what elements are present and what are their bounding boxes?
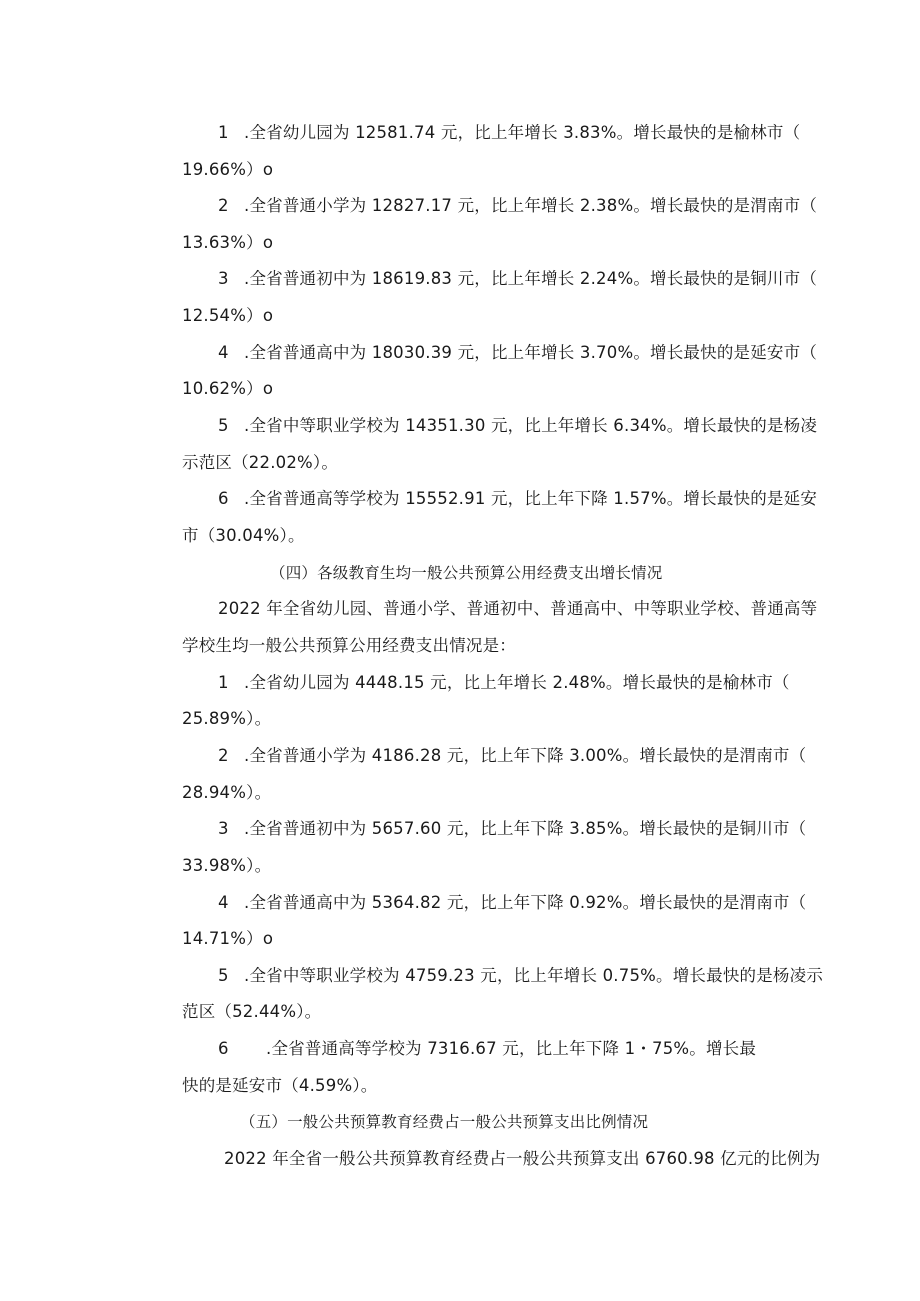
sec3-item-1-cont: 19.66%）o: [182, 160, 274, 179]
item-number: 2: [218, 746, 229, 765]
sec3-item-4: [218, 341, 817, 365]
item-number: 5: [218, 966, 229, 985]
sec4-item-6: [218, 1037, 756, 1061]
item-text: .全省普通高等学校为 7316.67 元，比上年下降 1・75%。增长最: [266, 1039, 757, 1058]
item-number: 2: [218, 196, 229, 215]
sec4-item-1-cont: 25.89%）。: [182, 709, 272, 728]
item-number: 4: [218, 893, 229, 912]
sec4-item-1: [218, 671, 790, 695]
item-text: .全省普通高等学校为 15552.91 元，比上年下降 1.57%。增长最快的是延安: [244, 489, 818, 508]
sec3-item-3-cont: 12.54%）o: [182, 306, 274, 325]
item-number: 1: [218, 123, 229, 142]
item-text: .全省中等职业学校为 14351.30 元，比上年增长 6.34%。增长最快的是杨凌: [244, 416, 818, 435]
sec3-item-6: [218, 487, 817, 511]
sec4-intro-line1: 2022 年全省幼儿园、普通小学、普通初中、普通高中、中等职业学校、普通高等: [218, 599, 818, 618]
item-text: .全省幼儿园为 4448.15 元，比上年增长 2.48%。增长最快的是榆林市（: [244, 673, 790, 692]
sec3-item-5-cont: 示范区（22.02%）。: [182, 453, 339, 472]
item-number: 6: [218, 1039, 229, 1058]
sec5-heading: （五）一般公共预算教育经费占一般公共预算支出比例情况: [240, 1113, 649, 1131]
item-text: .全省普通小学为 4186.28 元，比上年下降 3.00%。增长最快的是渭南市（: [244, 746, 807, 765]
sec3-item-5: [218, 414, 817, 438]
sec4-item-6-cont: 快的是延安市（4.59%）。: [182, 1076, 378, 1095]
sec3-item-1: [218, 121, 800, 145]
sec5-line1: 2022 年全省一般公共预算教育经费占一般公共预算支出 6760.98 亿元的比例为: [224, 1149, 821, 1168]
sec4-item-3: [218, 817, 806, 841]
item-number: 3: [218, 819, 229, 838]
item-text: .全省普通高中为 18030.39 元，比上年增长 3.70%。增长最快的是延安市（: [244, 343, 818, 362]
item-text: .全省普通高中为 5364.82 元，比上年下降 0.92%。增长最快的是渭南市（: [244, 893, 807, 912]
sec4-item-4-cont: 14.71%）o: [182, 929, 274, 948]
item-text: .全省普通初中为 18619.83 元，比上年增长 2.24%。增长最快的是铜川市（: [244, 269, 818, 288]
sec3-item-2-cont: 13.63%）o: [182, 233, 274, 252]
item-text: .全省中等职业学校为 4759.23 元，比上年增长 0.75%。增长最快的是杨凌示: [244, 966, 824, 985]
sec4-item-3-cont: 33.98%）。: [182, 856, 272, 875]
item-number: 6: [218, 489, 229, 508]
item-number: 3: [218, 269, 229, 288]
sec4-heading: （四）各级教育生均一般公共预算公用经费支出增长情况: [270, 564, 663, 582]
item-text: .全省普通初中为 5657.60 元，比上年下降 3.85%。增长最快的是铜川市（: [244, 819, 807, 838]
sec4-intro-line2: 学校生均一般公共预算公用经费支出情况是：: [182, 636, 516, 655]
item-text: .全省普通小学为 12827.17 元，比上年增长 2.38%。增长最快的是渭南市（: [244, 196, 818, 215]
item-number: 1: [218, 673, 229, 692]
sec4-item-4: [218, 891, 806, 915]
item-number: 5: [218, 416, 229, 435]
sec3-item-2: [218, 194, 817, 218]
sec4-item-2: [218, 744, 806, 768]
sec4-item-2-cont: 28.94%）。: [182, 783, 272, 802]
sec3-item-6-cont: 市（30.04%）。: [182, 526, 305, 545]
sec4-item-5-cont: 范区（52.44%）。: [182, 1002, 322, 1021]
sec4-item-5: [218, 964, 823, 988]
item-text: .全省幼儿园为 12581.74 元，比上年增长 3.83%。增长最快的是榆林市（: [244, 123, 801, 142]
item-number: 4: [218, 343, 229, 362]
sec3-item-4-cont: 10.62%）o: [182, 379, 274, 398]
sec3-item-3: [218, 267, 817, 291]
